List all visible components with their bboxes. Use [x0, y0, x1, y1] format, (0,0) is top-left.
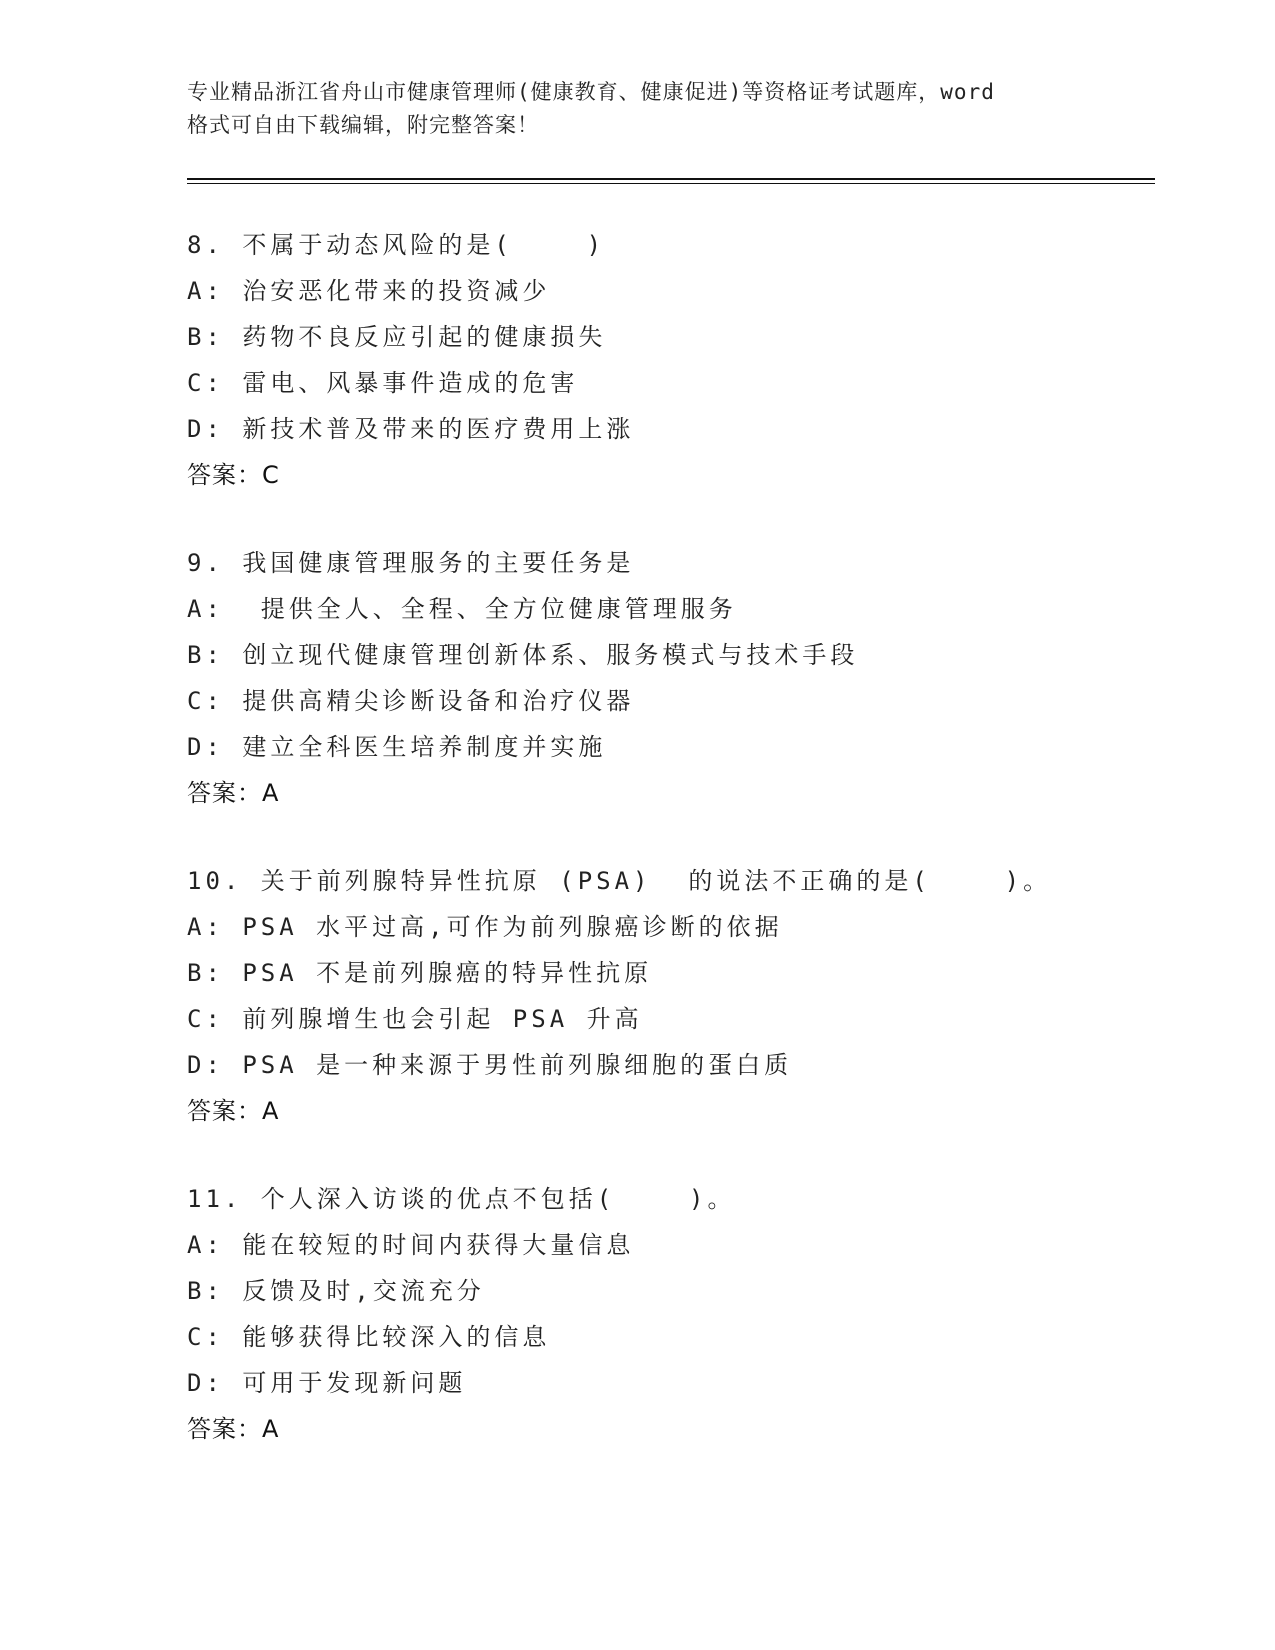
- option-d: D: PSA 是一种来源于男性前列腺细胞的蛋白质: [187, 1051, 793, 1079]
- question-9: [187, 540, 1187, 816]
- question-stem: 9. 我国健康管理服务的主要任务是: [187, 549, 635, 577]
- header-divider: [187, 178, 1155, 184]
- option-d: D: 建立全科医生培养制度并实施: [187, 733, 607, 761]
- option-b: B: 反馈及时,交流充分: [187, 1277, 485, 1305]
- option-d: D: 可用于发现新问题: [187, 1369, 467, 1397]
- option-b: B: PSA 不是前列腺癌的特异性抗原: [187, 959, 653, 987]
- option-b: B: 创立现代健康管理创新体系、服务模式与技术手段: [187, 641, 859, 669]
- question-8: [187, 222, 1187, 498]
- option-c: C: 能够获得比较深入的信息: [187, 1323, 551, 1351]
- answer-text: 答案：C: [187, 461, 280, 489]
- option-a: A: 提供全人、全程、全方位健康管理服务: [187, 595, 737, 623]
- question-stem: 11. 个人深入访谈的优点不包括( )。: [187, 1185, 736, 1213]
- option-b: B: 药物不良反应引起的健康损失: [187, 323, 607, 351]
- question-11: [187, 1176, 1187, 1452]
- option-a: A: PSA 水平过高,可作为前列腺癌诊断的依据: [187, 913, 783, 941]
- answer-text: 答案：A: [187, 779, 280, 807]
- question-stem: 8. 不属于动态风险的是( ): [187, 231, 606, 259]
- question-stem: 10. 关于前列腺特异性抗原 (PSA) 的说法不正确的是( )。: [187, 867, 1052, 895]
- option-c: C: 雷电、风暴事件造成的危害: [187, 369, 579, 397]
- document-header: [187, 76, 1087, 142]
- answer-text: 答案：A: [187, 1415, 280, 1443]
- header-line-2: 格式可自由下载编辑，附完整答案！: [187, 113, 539, 137]
- question-10: [187, 858, 1187, 1134]
- option-c: C: 前列腺增生也会引起 PSA 升高: [187, 1005, 643, 1033]
- answer-text: 答案：A: [187, 1097, 280, 1125]
- option-a: A: 能在较短的时间内获得大量信息: [187, 1231, 635, 1259]
- option-d: D: 新技术普及带来的医疗费用上涨: [187, 415, 635, 443]
- header-line-1: 专业精品浙江省舟山市健康管理师(健康教育、健康促进)等资格证考试题库，word: [187, 80, 995, 104]
- option-a: A: 治安恶化带来的投资减少: [187, 277, 551, 305]
- option-c: C: 提供高精尖诊断设备和治疗仪器: [187, 687, 635, 715]
